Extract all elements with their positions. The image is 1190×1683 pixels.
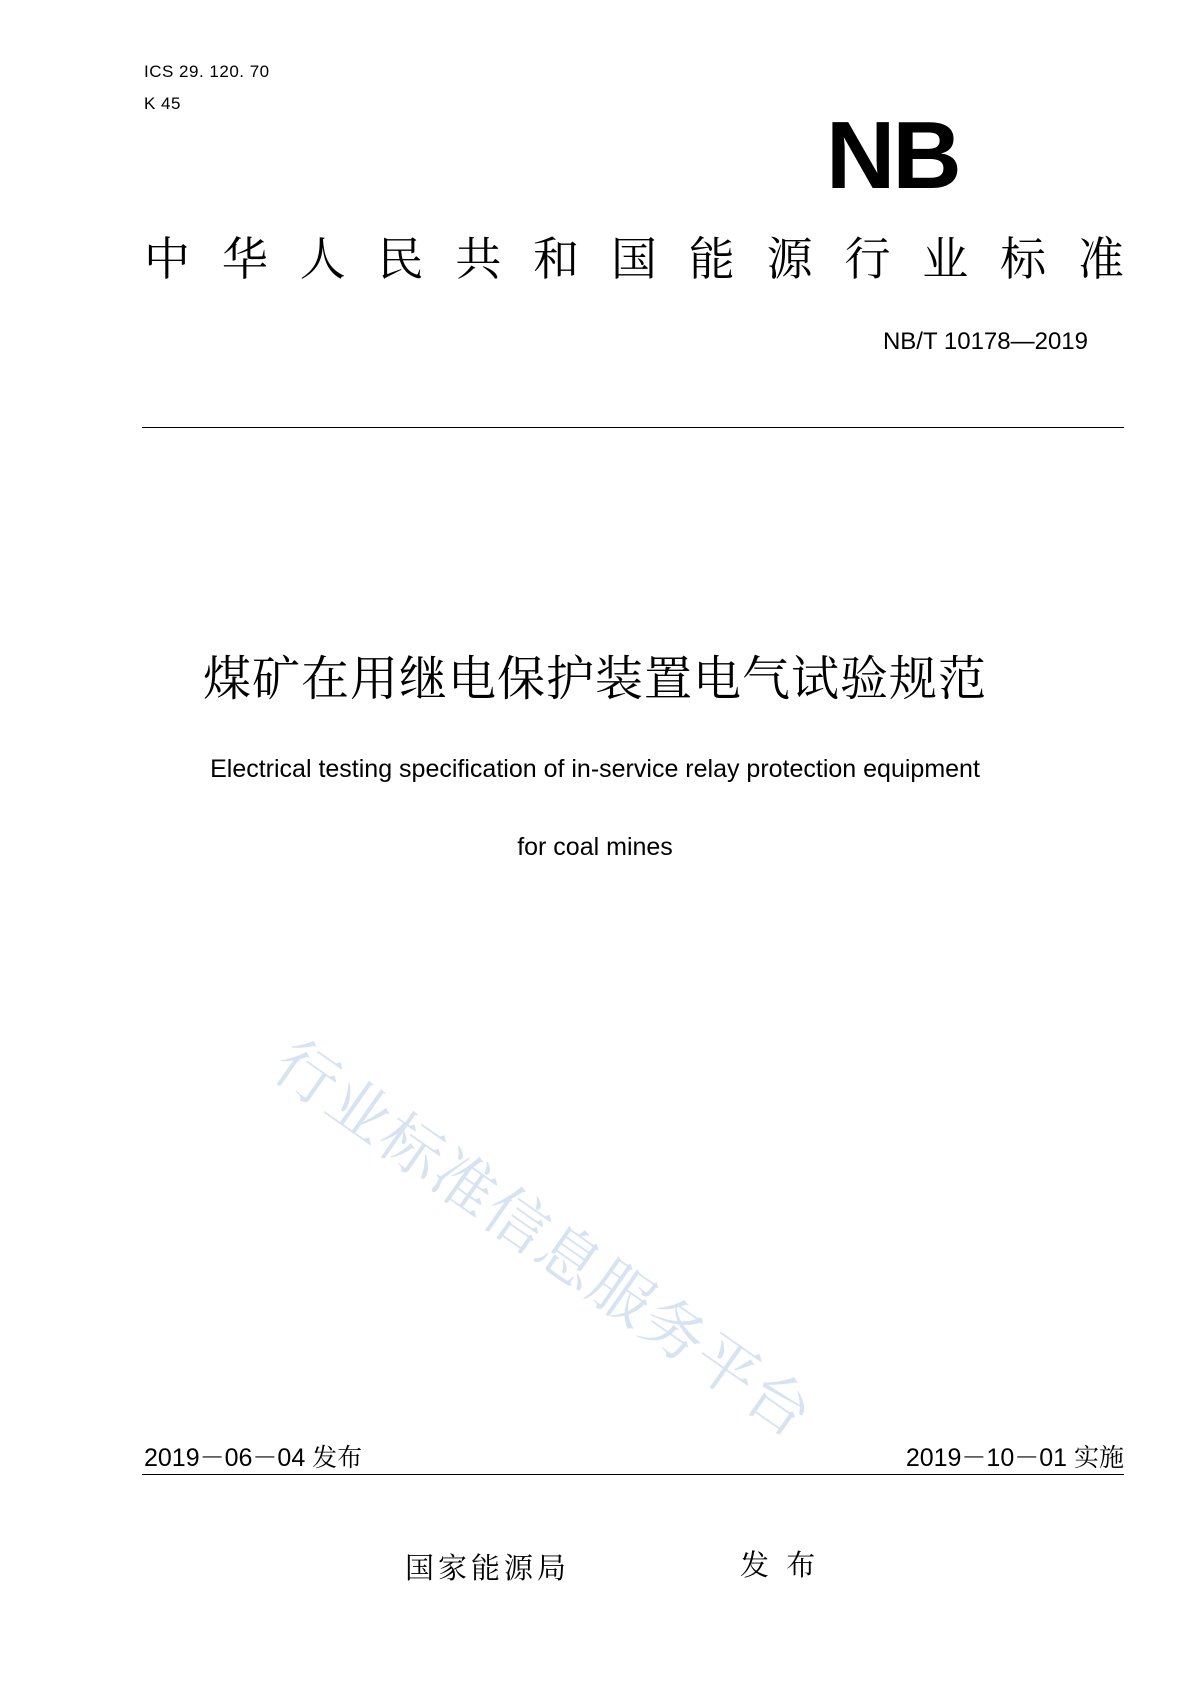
watermark: 行业标准信息服务平台 (260, 1025, 827, 1453)
standard-number: NB/T 10178—2019 (882, 328, 1088, 355)
classification-code: K 45 (144, 94, 181, 113)
document-title-english-line1: Electrical testing specification of in-service relay protection equipment (210, 755, 980, 783)
standard-char: 源 (766, 232, 813, 286)
issuing-authority: 国家能源局 (405, 1551, 571, 1585)
standard-char: 共 (455, 232, 502, 286)
standard-char: 准 (1077, 232, 1124, 286)
publish-date: 2019－06－04 发布 (144, 1444, 363, 1472)
standard-char: 标 (1000, 232, 1047, 286)
standard-char: 民 (377, 232, 424, 286)
ics-code: ICS 29. 120. 70 (144, 62, 270, 81)
standard-char: 华 (221, 232, 268, 286)
standard-char: 行 (844, 232, 891, 286)
standard-category-title (144, 232, 1124, 286)
issue-label: 发 布 (740, 1548, 820, 1582)
standard-char: 能 (688, 232, 735, 286)
implementation-date: 2019－10－01 实施 (905, 1444, 1124, 1472)
bottom-divider (142, 1474, 1124, 1475)
standard-char: 国 (610, 232, 657, 286)
document-title-chinese: 煤矿在用继电保护装置电气试验规范 (202, 651, 987, 707)
standard-char: 和 (533, 232, 580, 286)
standard-char: 人 (299, 232, 346, 286)
top-divider (142, 427, 1124, 428)
nb-logo: NB (826, 102, 959, 209)
standard-char: 中 (144, 232, 190, 286)
standard-char: 业 (922, 232, 969, 286)
document-title-english-line2: for coal mines (517, 833, 673, 861)
